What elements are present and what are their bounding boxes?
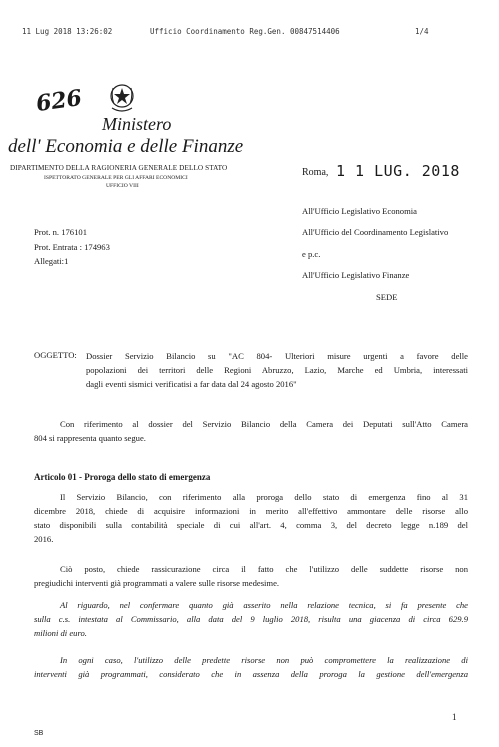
article-heading: Articolo 01 - Proroga dello stato di emergenza: [34, 472, 211, 482]
inspectorate-name: ISPETTORATO GENERALE PER GLI AFFARI ECONOMICI: [44, 175, 188, 181]
recipient-2: All'Ufficio del Coordinamento Legislativo: [302, 227, 449, 237]
fax-timestamp: 11 Lug 2018 13:26:02: [22, 27, 113, 36]
paragraph-line: sulla c.s. intestata al Commissario, alla data del 9 luglio 2018, risulta una giacenza di circa 629.9: [34, 614, 468, 624]
page-number: 1: [452, 712, 457, 722]
recipient-cc-label: e p.c.: [302, 249, 321, 259]
subject-block: [86, 349, 468, 391]
subject-line: Dossier Servizio Bilancio su "AC 804- Ulteriori misure urgenti a favore delle: [86, 351, 468, 361]
intro-block: [34, 417, 468, 445]
paragraph-2: [34, 562, 468, 590]
recipient-3: All'Ufficio Legislativo Finanze: [302, 270, 410, 280]
intro-line: 804 si rappresenta quanto segue.: [34, 433, 146, 443]
paragraph-line: pregiudichi interventi già programmati a valere sulle risorse medesime.: [34, 578, 280, 588]
recipient-1: All'Ufficio Legislativo Economia: [302, 206, 417, 216]
paragraph-line: dicembre 2018, chiede di acquisire informazioni in merito all'effettivo ammontare delle risorse allo: [34, 506, 468, 516]
subject-line: dagli eventi sismici verificatisi a far data dal 24 agosto 2016": [86, 379, 297, 389]
paragraph-line: interventi già programmati, considerato che in assenza della proroga la gestione dell'emergenza: [34, 669, 468, 679]
paragraph-line: Ciò posto, chiede rassicurazione circa il fatto che l'utilizzo delle suddette risorse non: [60, 564, 468, 574]
fax-office: Ufficio Coordinamento Reg.Gen. 00847514406: [150, 27, 340, 36]
footer-code: SB: [34, 730, 44, 737]
department-name: DIPARTIMENTO DELLA RAGIONERIA GENERALE DELLO STATO: [10, 164, 228, 172]
allegati: Allegati:1: [34, 256, 69, 266]
recipient-sede: SEDE: [376, 292, 398, 302]
ministry-line2: dell' Economia e delle Finanze: [8, 136, 244, 157]
date-place: Roma,: [302, 167, 329, 178]
paragraph-line: Il Servizio Bilancio, con riferimento alla proroga dello stato di emergenza fino al 31: [60, 492, 468, 502]
subject-label: OGGETTO:: [34, 350, 77, 360]
date-stamp: 1 1 LUG. 2018: [336, 162, 460, 180]
protocol-entrata: Prot. Entrata : 174963: [34, 242, 110, 252]
paragraph-line: In ogni caso, l'utilizzo delle predette risorse non può compromettere la realizzazione di: [60, 655, 468, 665]
fax-page: 1/4: [415, 27, 429, 36]
ministry-line1: Ministero: [102, 114, 172, 134]
intro-line: Con riferimento al dossier del Servizio Bilancio della Camera dei Deputati sull'Atto Camera: [60, 419, 468, 429]
paragraph-3: [34, 598, 468, 640]
handwritten-number: 626: [34, 84, 84, 118]
office-name: UFFICIO VIII: [106, 183, 139, 189]
paragraph-1: [34, 490, 468, 546]
paragraph-line: 2016.: [34, 534, 54, 544]
subject-line: popolazioni dei territori delle Regioni Abruzzo, Lazio, Marche ed Umbria, interessati: [86, 365, 468, 375]
republic-emblem-icon: [108, 80, 136, 114]
protocol-number: Prot. n. 176101: [34, 227, 87, 237]
paragraph-line: Al riguardo, nel confermare quanto già asserito nella relazione tecnica, si fa presente che: [60, 600, 468, 610]
paragraph-4: [34, 653, 468, 681]
paragraph-line: milioni di euro.: [34, 628, 87, 638]
paragraph-line: stato disponibili sulla contabilità speciale di cui all'art. 4, comma 3, del decreto legge n.189 del: [34, 520, 468, 530]
